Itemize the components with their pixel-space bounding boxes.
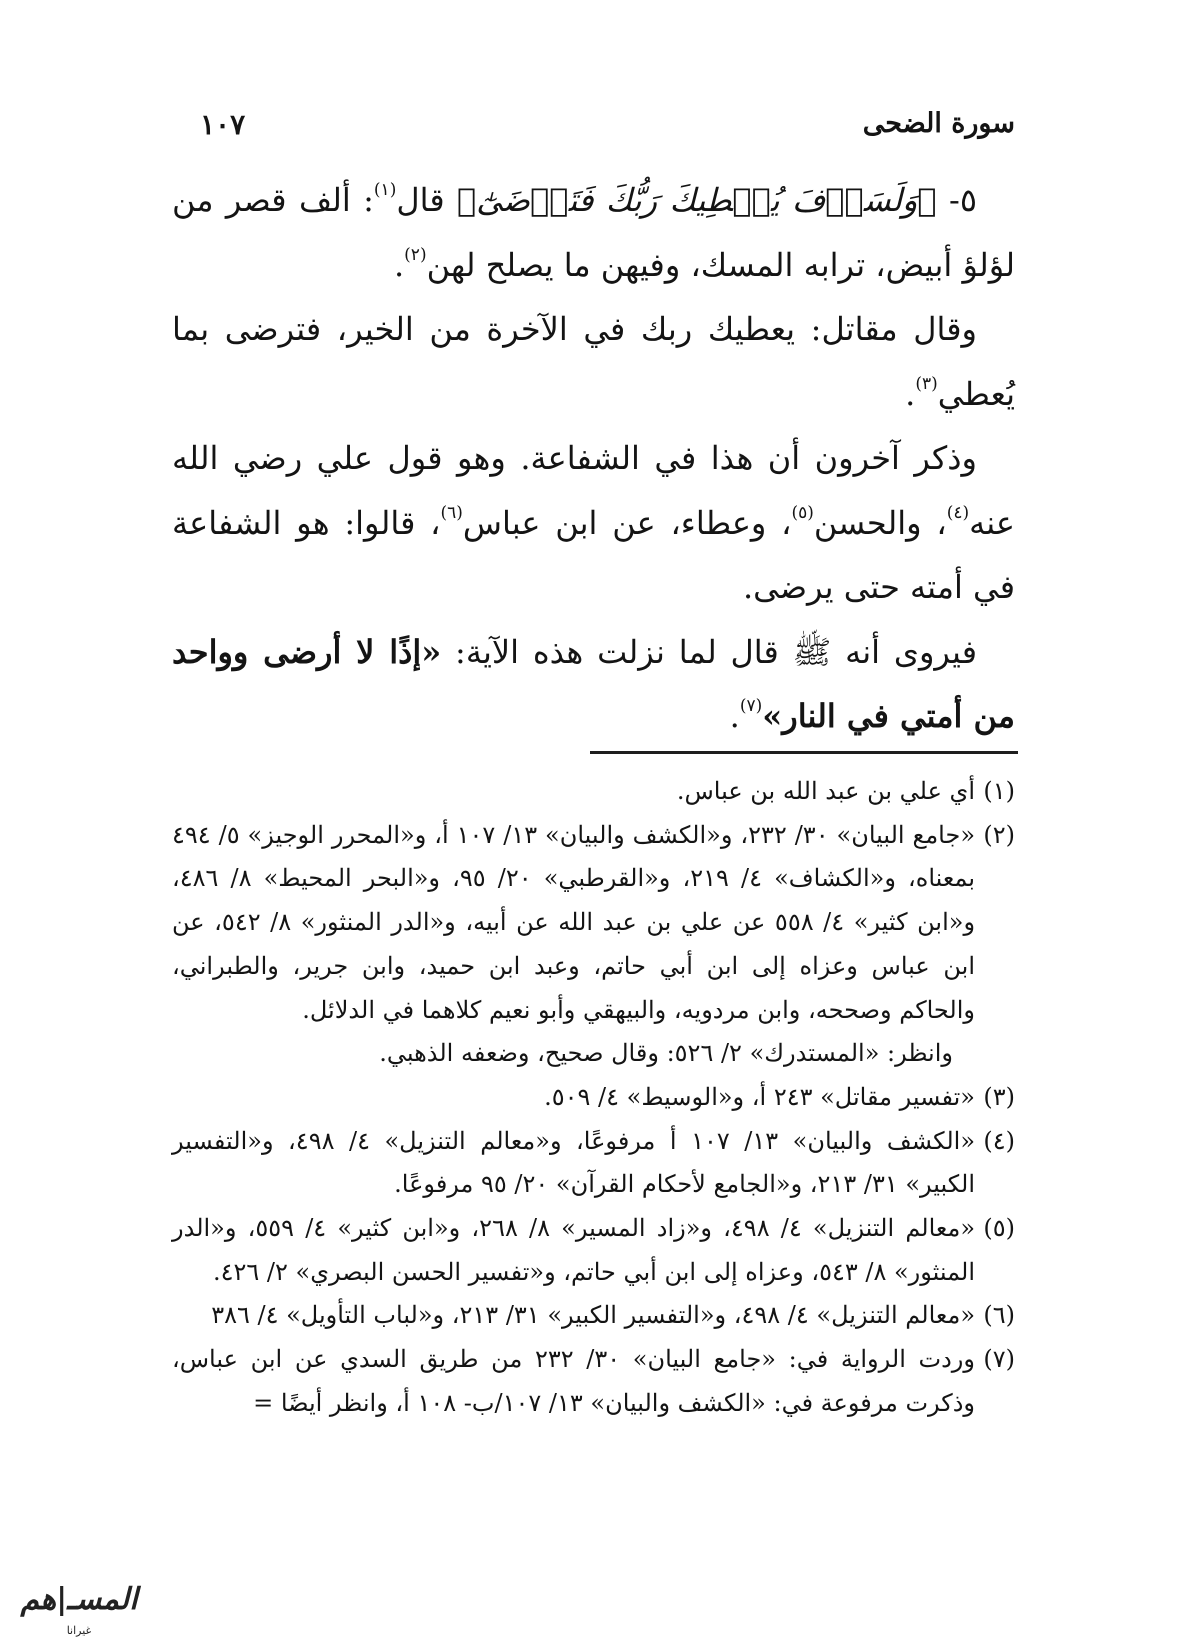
text-run: فيروى أنه ﷺ قال لما نزلت هذه الآية: xyxy=(441,632,978,671)
footnote-text: «الكشف والبيان» ١٣/ ١٠٧ أ مرفوعًا، و«معالم التنزيل» ٤/ ٤٩٨، و«التفسير الكبير» ٣١/ ٢١٣، و«الجامع لأحكام القرآن» ٢٠/ ٩٥ مرفوعًا. xyxy=(172,1126,976,1199)
watermark-stamp xyxy=(14,1576,144,1644)
page-number: ١٠٧ xyxy=(200,108,246,141)
footnote-number: (٣) xyxy=(983,1082,1015,1111)
paragraph-verse-5 xyxy=(172,168,1015,297)
footnote-text: «معالم التنزيل» ٤/ ٤٩٨، و«زاد المسير» ٨/ ٢٦٨، و«ابن كثير» ٤/ ٥٥٩، و«الدر المنثور» ٨/ ٥٤٣، وعزاه إلى ابن أبي حاتم، و«تفسير الحسن البصري» ٢/ ٤٢٦. xyxy=(172,1214,976,1286)
footnotes xyxy=(172,770,1015,1426)
text-run: قال xyxy=(396,181,458,219)
paragraph-muqatil xyxy=(172,297,1015,426)
paragraph-shafaa xyxy=(172,426,1015,620)
footnote-2 xyxy=(172,814,1015,1033)
footnote-text: وردت الرواية في: «جامع البيان» ٣٠/ ٢٣٢ من طريق السدي عن ابن عباس، وذكرت مرفوعة في: «الكشف والبيان» ١٣/ ١٠٧/ب- ١٠٨ أ، وانظر أيضًا = xyxy=(172,1345,975,1417)
footnote-1 xyxy=(172,770,1015,814)
footnote-number: (١) xyxy=(983,777,1015,805)
footnote-ref: (٧) xyxy=(739,696,763,717)
footnote-number: (٤) xyxy=(983,1126,1015,1155)
footnote-ref: (٥) xyxy=(791,502,814,523)
footnote-ref: (١) xyxy=(373,180,397,201)
footnote-text: «تفسير مقاتل» ٢٤٣ أ، و«الوسيط» ٤/ ٥٠٩. xyxy=(544,1082,975,1111)
footnote-number: (٧) xyxy=(983,1345,1015,1374)
footnote-ref: (٣) xyxy=(915,373,938,394)
stamp-logo-text: المسـ|هم xyxy=(20,1582,138,1617)
text-run: . xyxy=(393,245,405,284)
footnote-text: «جامع البيان» ٣٠/ ٢٣٢، و«الكشف والبيان» ١٣/ ١٠٧ أ، و«المحرر الوجيز» ٥/ ٤٩٤ بمعناه، و«الكشاف» ٤/ ٢١٩، و«القرطبي» ٢٠/ ٩٥، و«البحر المحيط» ٨/ ٤٨٦، و«ابن كثير» ٤/ ٥٥٨ عن علي بن عبد الله عن أبيه، و«الدر المنثور» ٨/ ٥٤٢، عن ابن عباس وعزاه إلى ابن أبي حاتم، وعبد ابن حميد، وابن جرير، والطبراني، والحاكم وصححه، وابن مردويه، والبيهقي وأبو نعيم كلاهما في الدلائل. xyxy=(172,820,976,1024)
paragraph-hadith xyxy=(172,620,1015,749)
footnote-4 xyxy=(172,1120,1015,1207)
footnote-ref: (٢) xyxy=(404,244,427,265)
text-run: : ألف قصر من لؤلؤ أبيض، ترابه المسك، وفيهن ما يصلح لهن xyxy=(172,181,1015,284)
text-run: وذكر آخرون أن هذا في الشفاعة. وهو قول علي رضي الله عنه xyxy=(172,439,1016,542)
main-text xyxy=(172,168,1015,749)
footnote-text: أي علي بن عبد الله بن عباس. xyxy=(676,777,975,805)
quran-verse: ﴿وَلَسَوۡفَ يُعۡطِيكَ رَبُّكَ فَتَرۡضَىٰٓ﴾ xyxy=(457,181,937,219)
text-run: . xyxy=(729,697,740,735)
footnote-2-note: وانظر: «المستدرك» ٢/ ٥٢٦: وقال صحيح، وضعفه الذهبي. xyxy=(379,1039,953,1068)
footnote-3 xyxy=(172,1076,1015,1120)
hadith-quote: «إذًا لا أرضى وواحد من أمتي في النار» xyxy=(172,632,1015,735)
text-run: ، وعطاء، عن ابن عباس xyxy=(462,503,792,542)
page-header xyxy=(200,108,1015,152)
footnote-text: «معالم التنزيل» ٤/ ٤٩٨، و«التفسير الكبير» ٣١/ ٢١٣، و«لباب التأويل» ٤/ ٣٨٦ xyxy=(211,1301,975,1330)
text-run: ، قالوا: هو الشفاعة في أمته حتى يرضى. xyxy=(172,503,1015,606)
footnote-number: (٦) xyxy=(983,1301,1015,1330)
footnote-6 xyxy=(172,1294,1015,1338)
footnote-ref: (٤) xyxy=(946,502,970,523)
surah-title: سورة الضحى xyxy=(862,108,1015,139)
text-run: ، والحسن xyxy=(813,503,947,542)
footnote-7 xyxy=(172,1338,1015,1425)
footnote-ref: (٦) xyxy=(440,502,463,523)
verse-number: ٥- xyxy=(936,181,978,219)
footnote-separator xyxy=(590,751,1018,754)
text-run: وقال مقاتل: يعطيك ربك في الآخرة من الخير، فترضى بما يُعطي xyxy=(172,310,1015,413)
stamp-caption: غيرانا xyxy=(66,1624,92,1637)
footnote-number: (٢) xyxy=(983,820,1015,849)
footnote-5 xyxy=(172,1207,1015,1294)
footnote-number: (٥) xyxy=(983,1214,1015,1243)
text-run: . xyxy=(905,374,916,413)
